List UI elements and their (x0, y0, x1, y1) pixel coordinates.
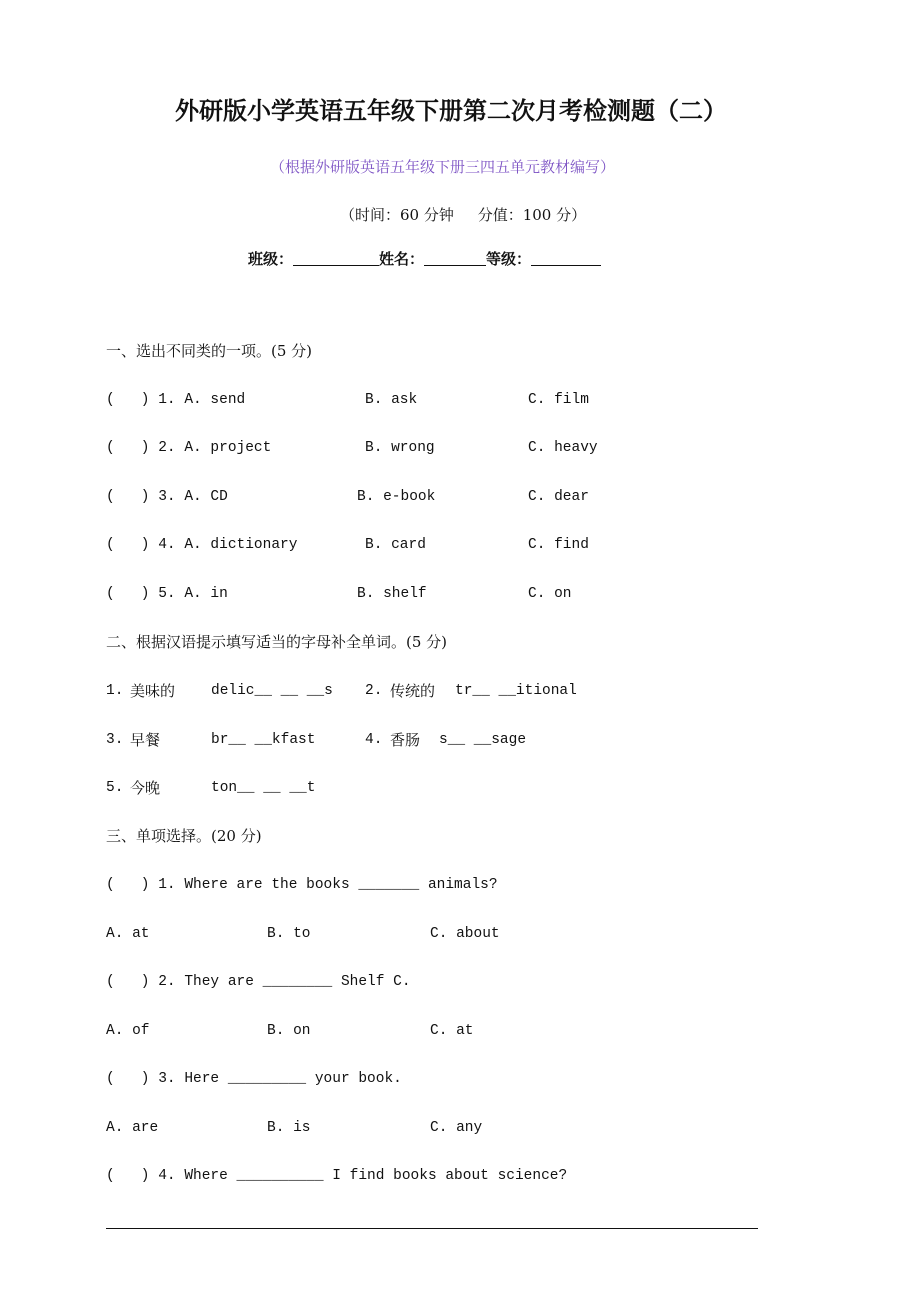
question: ( ) 1. Where are the books _______ animals? (106, 877, 498, 893)
item-number: 4. (365, 732, 383, 748)
option-c: C. any (430, 1120, 483, 1136)
subtitle: （根据外研版英语五年级下册三四五单元教材编写） (270, 158, 616, 176)
grade-label: 等级： (486, 250, 532, 268)
word-blank: s__ __sage (439, 732, 527, 748)
grade-blank[interactable] (531, 249, 601, 266)
option-c: C. film (528, 392, 589, 408)
section1-heading: 一、选出不同类的一项。(5 分) (106, 342, 313, 360)
option-b: B. is (267, 1120, 311, 1136)
item-number: 5. (106, 780, 124, 796)
question: ( ) 4. A. dictionary (106, 537, 298, 553)
word-blank: ton__ __ __t (211, 780, 316, 796)
option-c: C. on (528, 586, 572, 602)
question: ( ) 5. A. in (106, 586, 228, 602)
question: ( ) 2. A. project (106, 440, 272, 456)
option-b: B. ask (365, 392, 418, 408)
item-number: 2. (365, 683, 383, 699)
option-a: A. are (106, 1120, 159, 1136)
option-c: C. dear (528, 489, 589, 505)
item-number: 1. (106, 683, 124, 699)
item-number: 3. (106, 732, 124, 748)
chinese-hint: 传统的 (390, 682, 436, 700)
question: ( ) 1. A. send (106, 392, 246, 408)
option-a: A. of (106, 1023, 150, 1039)
option-b: B. on (267, 1023, 311, 1039)
option-c: C. heavy (528, 440, 598, 456)
name-blank[interactable] (424, 249, 486, 266)
name-label: 姓名： (379, 250, 425, 268)
chinese-hint: 今晚 (130, 779, 161, 797)
option-b: B. to (267, 926, 311, 942)
word-blank: delic__ __ __s (211, 683, 333, 699)
option-b: B. card (365, 537, 426, 553)
question: ( ) 2. They are ________ Shelf C. (106, 974, 411, 990)
question: ( ) 3. A. CD (106, 489, 228, 505)
time-info: （时间：60 分钟 分值：100 分） (340, 206, 587, 224)
option-c: C. at (430, 1023, 474, 1039)
class-blank[interactable] (293, 249, 379, 266)
chinese-hint: 香肠 (390, 731, 421, 749)
option-b: B. wrong (365, 440, 435, 456)
class-label: 班级： (248, 250, 294, 268)
chinese-hint: 美味的 (130, 682, 176, 700)
footer-divider (106, 1228, 758, 1229)
option-b: B. shelf (357, 586, 427, 602)
word-blank: tr__ __itional (455, 683, 577, 699)
section3-heading: 三、单项选择。(20 分) (106, 827, 262, 845)
chinese-hint: 早餐 (130, 731, 161, 749)
section2-heading: 二、根据汉语提示填写适当的字母补全单词。(5 分) (106, 633, 448, 651)
option-b: B. e-book (357, 489, 436, 505)
option-a: A. at (106, 926, 150, 942)
question: ( ) 3. Here _________ your book. (106, 1071, 402, 1087)
student-info-row (248, 249, 601, 269)
page-title: 外研版小学英语五年级下册第二次月考检测题（二） (175, 96, 727, 125)
question: ( ) 4. Where __________ I find books about science? (106, 1168, 568, 1184)
option-c: C. about (430, 926, 500, 942)
option-c: C. find (528, 537, 589, 553)
word-blank: br__ __kfast (211, 732, 316, 748)
